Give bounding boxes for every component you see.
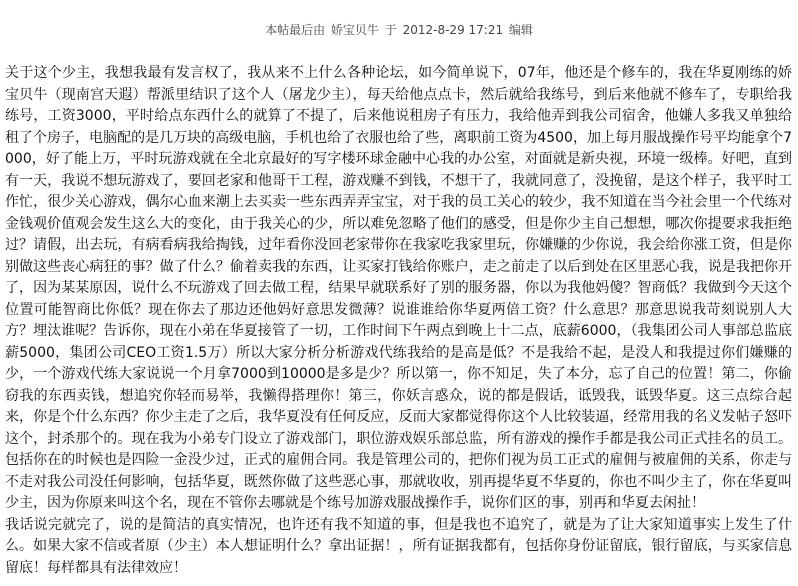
edit-note-datetime: 2012-8-29 17:21 [402,23,504,37]
post-paragraph-2: 我话说完就完了，说的是简洁的真实情况，也许还有我不知道的事，但是我也不追究了，就是为了让大家知道事实上发生了什么。如果大家不信或者原（少主）本人想证明什么？拿出证据！，所有证据我都有，包括你身份证留底，银行留底，与买家信息留底！每样都具有法律效应！ [5,516,792,576]
post-paragraph-1: 关于这个少主，我想我最有发言权了，我从来不上什么各种论坛，如今简单说下，07年，他还是个修车的，我在华夏刚练的娇宝贝牛（现南宫天遐）帮派里结识了这个人（屠龙少主），每天给他点点卡，然后就给我练号，到后来他就不修车了，专职给我练号，工资3000，平时给点东西什么的就算了不提了，后来他说租房子有压力，我给他弄到我公司宿舍，他嫌人多我又单独给租了个房子，电脑配的是几万块的高级电脑，手机也给了衣服也给了些，离职前工资为4500，加上每月服战操作号平均能拿个7000，好了能上万，平时玩游戏就在全北京最好的写字楼环球金融中心我的办公室，对面就是新央视，环境一级棒。好吧，直到有一天，我说不想玩游戏了，要回老家和他哥干工程，游戏赚不到钱，不想干了，我就同意了，没挽留，是这个样子，我平时工作忙，很少关心游戏，偶尔心血来潮上去买卖一些东西弄弄宝宝，对于我的员工关心的较少，我不知道在当今社会里一个代练对金钱观价值观会发生这么大的变化，由于我关心的少，所以难免忽略了他们的感受，但是你少主自己想想，哪次你提要求我拒绝过？请假，出去玩，有病看病我给掏钱，过年看你没回老家带你在我家吃我家里玩，你嫌赚的少你说，我会给你涨工资，但是你别做这些丧心病狂的事？做了什么？偷着卖我的东西，让买家打钱给你账户，走之前走了以后到处在区里恶心我，说是我把你开了，因为某某原因，说什么不玩游戏了回去做工程，结果早就联系好了别的服务器，你以为我他妈傻？智商低？我做到今天这个位置可能智商比你低？现在你去了那边还他妈好意思发微薄？说谁谁给你华夏两倍工资？什么意思？那意思说我苛刻说别人大方？埋汰谁呢？告诉你，现在小弟在华夏接管了一切，工作时间下午两点到晚上十二点，底薪6000，（我集团公司人事部总监底薪5000，集团公司CEO工资1.5万）所以大家分析分析游戏代练我给的是高是低？不是我给不起，是没人和我提过你们嫌赚的少，一个游戏代练大家说说一个月拿7000到10000是多是少？所以第一，你不知足，失了本分，忘了自己的位置！第二，你偷窃我的东西卖钱，想追究你轻而易举，我懒得搭理你！第三，你妖言惑众，说的都是假话，诋毁我，诋毁华夏。这三点综合起来，你是个什么东西？你少主走了之后，我华夏没有任何反应，反而大家都觉得你这个人比较装逼，经常用我的名义发帖子怒吓这个，封杀那个的。现在我为小弟专门设立了游戏部门，职位游戏娱乐部总监，所有游戏的操作手都是我公司正式挂名的员工。包括你在的时候也是四险一金没少过，正式的雇佣合同。我是管理公司的，把你们视为员工正式的雇佣与被雇佣的关系，你走与不走对我公司没任何影响，包括华夏，既然你做了这些恶心事，那就收收，别再提华夏不华夏的，你也不叫少主了，你在华夏叫少主，因为你原来叫这个名，现在不管你去哪就是个练号加游戏服战操作手，说你们区的事，别再和华夏去闲扯！ [5,65,792,511]
edit-note-prefix: 本帖最后由 [265,23,326,37]
edit-note-preposition: 于 [384,23,397,37]
post-edit-note [0,22,798,38]
edit-note-author: 娇宝贝牛 [330,23,379,37]
post-body [5,63,792,579]
edit-note-action: 编辑 [508,23,533,37]
